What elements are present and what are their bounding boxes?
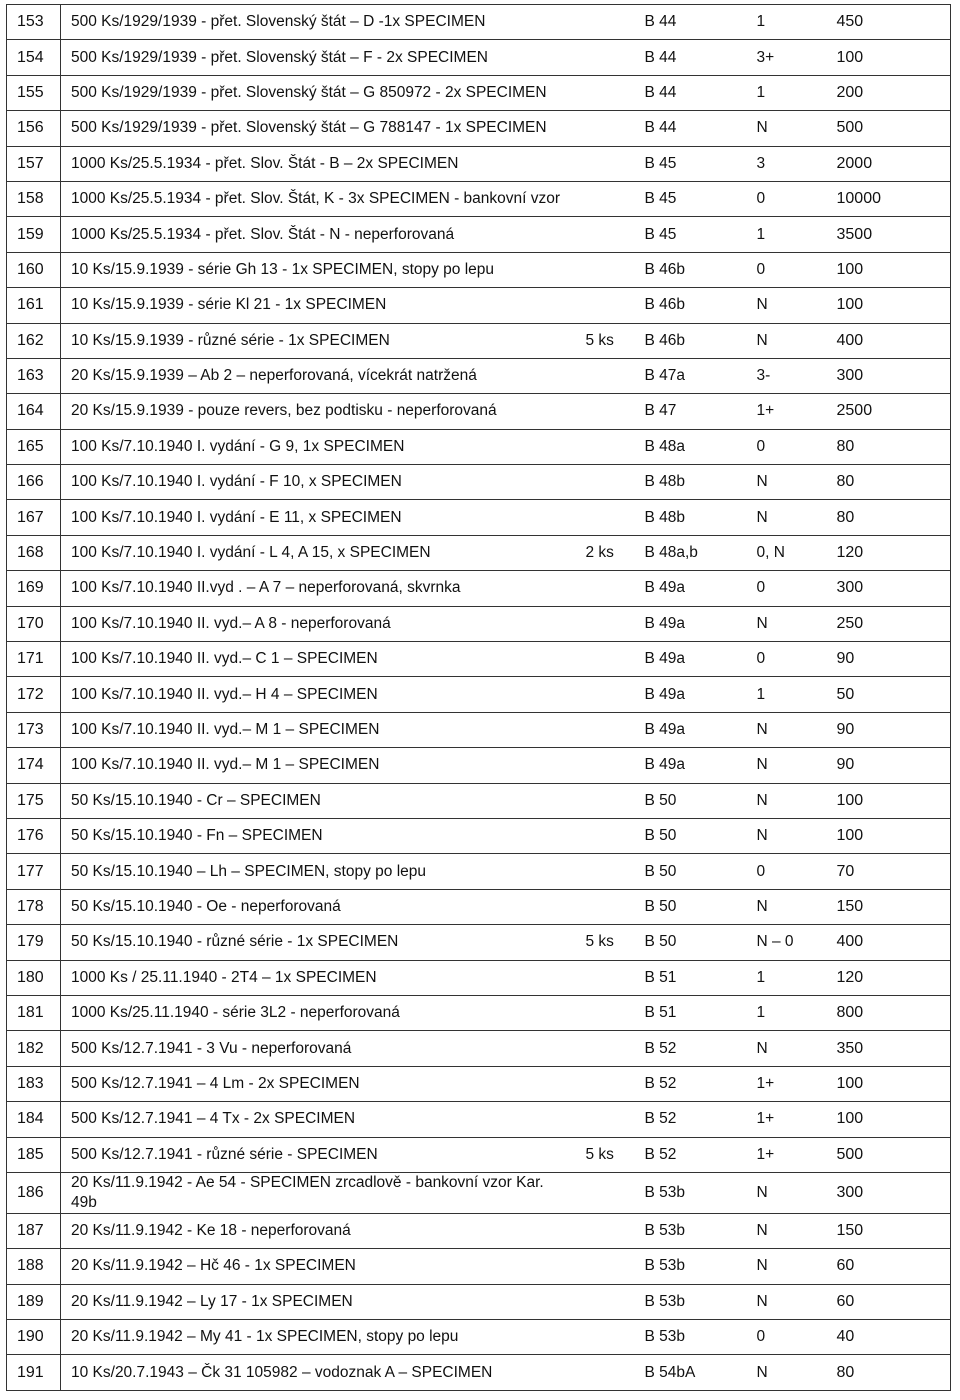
item-grade: N bbox=[743, 1284, 823, 1319]
item-description: 100 Ks/7.10.1940 II. vyd.– A 8 - neperforovaná bbox=[61, 606, 576, 641]
table-row bbox=[7, 1066, 951, 1101]
item-price: 300 bbox=[823, 571, 951, 606]
item-quantity bbox=[576, 1172, 631, 1213]
table-row bbox=[7, 1249, 951, 1284]
item-quantity bbox=[576, 1355, 631, 1390]
catalog-number: B 49a bbox=[631, 571, 743, 606]
item-price: 40 bbox=[823, 1320, 951, 1355]
table-row bbox=[7, 995, 951, 1030]
item-quantity bbox=[576, 960, 631, 995]
table-row bbox=[7, 960, 951, 995]
item-price: 400 bbox=[823, 925, 951, 960]
lot-number: 174 bbox=[7, 748, 61, 783]
item-description: 100 Ks/7.10.1940 II. vyd.– C 1 – SPECIMEN bbox=[61, 642, 576, 677]
catalog-number: B 52 bbox=[631, 1066, 743, 1101]
item-grade: N bbox=[743, 889, 823, 924]
catalog-number: B 48a bbox=[631, 429, 743, 464]
catalog-number: B 46b bbox=[631, 323, 743, 358]
catalog-number: B 44 bbox=[631, 5, 743, 40]
item-description: 20 Ks/11.9.1942 - Ae 54 - SPECIMEN zrcadlově - bankovní vzor Kar. 49b bbox=[61, 1172, 576, 1213]
item-quantity bbox=[576, 818, 631, 853]
catalog-number: B 49a bbox=[631, 712, 743, 747]
lot-number: 159 bbox=[7, 217, 61, 252]
item-price: 100 bbox=[823, 40, 951, 75]
item-description: 500 Ks/1929/1939 - přet. Slovenský štát – F - 2x SPECIMEN bbox=[61, 40, 576, 75]
item-grade: 1+ bbox=[743, 394, 823, 429]
item-description: 1000 Ks/25.5.1934 - přet. Slov. Štát - N - neperforovaná bbox=[61, 217, 576, 252]
catalog-number: B 48b bbox=[631, 500, 743, 535]
catalog-page bbox=[6, 4, 951, 1391]
item-description: 50 Ks/15.10.1940 - Cr – SPECIMEN bbox=[61, 783, 576, 818]
item-price: 300 bbox=[823, 1172, 951, 1213]
item-grade: 1+ bbox=[743, 1066, 823, 1101]
lot-number: 180 bbox=[7, 960, 61, 995]
item-description: 100 Ks/7.10.1940 II. vyd.– M 1 – SPECIMEN bbox=[61, 712, 576, 747]
item-quantity bbox=[576, 111, 631, 146]
item-description: 500 Ks/12.7.1941 - 3 Vu - neperforovaná bbox=[61, 1031, 576, 1066]
catalog-number: B 50 bbox=[631, 854, 743, 889]
item-quantity bbox=[576, 394, 631, 429]
lot-number: 181 bbox=[7, 995, 61, 1030]
item-grade: N bbox=[743, 1213, 823, 1248]
item-price: 100 bbox=[823, 288, 951, 323]
catalog-number: B 45 bbox=[631, 217, 743, 252]
lot-number: 191 bbox=[7, 1355, 61, 1390]
lot-number: 183 bbox=[7, 1066, 61, 1101]
item-description: 20 Ks/11.9.1942 – Ly 17 - 1x SPECIMEN bbox=[61, 1284, 576, 1319]
lot-number: 157 bbox=[7, 146, 61, 181]
lot-number: 160 bbox=[7, 252, 61, 287]
item-grade: N bbox=[743, 783, 823, 818]
catalog-number: B 48a,b bbox=[631, 535, 743, 570]
catalog-number: B 45 bbox=[631, 181, 743, 216]
item-price: 150 bbox=[823, 889, 951, 924]
item-description: 20 Ks/11.9.1942 – My 41 - 1x SPECIMEN, stopy po lepu bbox=[61, 1320, 576, 1355]
item-grade: N bbox=[743, 111, 823, 146]
item-price: 300 bbox=[823, 358, 951, 393]
item-grade: N bbox=[743, 500, 823, 535]
lot-number: 165 bbox=[7, 429, 61, 464]
item-description: 10 Ks/20.7.1943 – Čk 31 105982 – vodoznak A – SPECIMEN bbox=[61, 1355, 576, 1390]
table-row bbox=[7, 642, 951, 677]
item-grade: 1 bbox=[743, 75, 823, 110]
item-grade: 1 bbox=[743, 960, 823, 995]
item-quantity bbox=[576, 1249, 631, 1284]
item-price: 120 bbox=[823, 535, 951, 570]
item-grade: N bbox=[743, 712, 823, 747]
item-description: 20 Ks/15.9.1939 - pouze revers, bez podtisku - neperforovaná bbox=[61, 394, 576, 429]
table-row bbox=[7, 1320, 951, 1355]
item-description: 100 Ks/7.10.1940 II. vyd.– H 4 – SPECIMEN bbox=[61, 677, 576, 712]
table-row bbox=[7, 889, 951, 924]
lot-number: 187 bbox=[7, 1213, 61, 1248]
item-description: 500 Ks/12.7.1941 – 4 Tx - 2x SPECIMEN bbox=[61, 1102, 576, 1137]
item-price: 70 bbox=[823, 854, 951, 889]
item-quantity bbox=[576, 429, 631, 464]
catalog-number: B 44 bbox=[631, 75, 743, 110]
item-grade: 1+ bbox=[743, 1102, 823, 1137]
catalog-number: B 46b bbox=[631, 288, 743, 323]
catalog-number: B 53b bbox=[631, 1284, 743, 1319]
table-row bbox=[7, 217, 951, 252]
table-row bbox=[7, 1102, 951, 1137]
lot-number: 189 bbox=[7, 1284, 61, 1319]
catalog-number: B 51 bbox=[631, 960, 743, 995]
lot-number: 153 bbox=[7, 5, 61, 40]
lot-number: 173 bbox=[7, 712, 61, 747]
lot-number: 164 bbox=[7, 394, 61, 429]
item-quantity bbox=[576, 995, 631, 1030]
item-quantity bbox=[576, 217, 631, 252]
item-grade: 0 bbox=[743, 854, 823, 889]
item-description: 100 Ks/7.10.1940 I. vydání - L 4, A 15, x SPECIMEN bbox=[61, 535, 576, 570]
lot-number: 154 bbox=[7, 40, 61, 75]
catalog-number: B 47 bbox=[631, 394, 743, 429]
item-grade: N bbox=[743, 1355, 823, 1390]
item-price: 800 bbox=[823, 995, 951, 1030]
item-price: 90 bbox=[823, 642, 951, 677]
lot-number: 176 bbox=[7, 818, 61, 853]
item-price: 90 bbox=[823, 748, 951, 783]
item-description: 20 Ks/11.9.1942 – Hč 46 - 1x SPECIMEN bbox=[61, 1249, 576, 1284]
item-description: 10 Ks/15.9.1939 - různé série - 1x SPECIMEN bbox=[61, 323, 576, 358]
lot-number: 175 bbox=[7, 783, 61, 818]
lot-number: 184 bbox=[7, 1102, 61, 1137]
item-price: 120 bbox=[823, 960, 951, 995]
item-grade: 0, N bbox=[743, 535, 823, 570]
item-price: 60 bbox=[823, 1284, 951, 1319]
item-quantity bbox=[576, 1213, 631, 1248]
table-row bbox=[7, 748, 951, 783]
item-price: 350 bbox=[823, 1031, 951, 1066]
table-row bbox=[7, 783, 951, 818]
item-price: 100 bbox=[823, 818, 951, 853]
item-description: 1000 Ks/25.5.1934 - přet. Slov. Štát - B – 2x SPECIMEN bbox=[61, 146, 576, 181]
item-quantity bbox=[576, 75, 631, 110]
item-price: 80 bbox=[823, 500, 951, 535]
lot-number: 156 bbox=[7, 111, 61, 146]
item-price: 60 bbox=[823, 1249, 951, 1284]
item-quantity: 5 ks bbox=[576, 925, 631, 960]
table-row bbox=[7, 1137, 951, 1172]
item-description: 500 Ks/12.7.1941 - různé série - SPECIMEN bbox=[61, 1137, 576, 1172]
lot-number: 167 bbox=[7, 500, 61, 535]
catalog-number: B 50 bbox=[631, 818, 743, 853]
item-description: 1000 Ks/25.5.1934 - přet. Slov. Štát, K - 3x SPECIMEN - bankovní vzor bbox=[61, 181, 576, 216]
table-row bbox=[7, 818, 951, 853]
item-grade: N bbox=[743, 288, 823, 323]
item-description: 20 Ks/15.9.1939 – Ab 2 – neperforovaná, vícekrát natržená bbox=[61, 358, 576, 393]
item-quantity bbox=[576, 181, 631, 216]
item-price: 150 bbox=[823, 1213, 951, 1248]
catalog-number: B 52 bbox=[631, 1102, 743, 1137]
item-description: 50 Ks/15.10.1940 - Oe - neperforovaná bbox=[61, 889, 576, 924]
item-quantity bbox=[576, 1102, 631, 1137]
item-quantity bbox=[576, 642, 631, 677]
table-row bbox=[7, 1284, 951, 1319]
item-quantity bbox=[576, 500, 631, 535]
lot-number: 178 bbox=[7, 889, 61, 924]
item-quantity bbox=[576, 1284, 631, 1319]
item-description: 100 Ks/7.10.1940 I. vydání - E 11, x SPECIMEN bbox=[61, 500, 576, 535]
item-grade: 1 bbox=[743, 5, 823, 40]
item-price: 90 bbox=[823, 712, 951, 747]
item-grade: 1+ bbox=[743, 1137, 823, 1172]
lot-number: 170 bbox=[7, 606, 61, 641]
table-row bbox=[7, 1213, 951, 1248]
item-description: 500 Ks/1929/1939 - přet. Slovenský štát – G 850972 - 2x SPECIMEN bbox=[61, 75, 576, 110]
catalog-number: B 49a bbox=[631, 642, 743, 677]
item-grade: 0 bbox=[743, 429, 823, 464]
item-price: 50 bbox=[823, 677, 951, 712]
item-quantity bbox=[576, 146, 631, 181]
item-description: 500 Ks/12.7.1941 – 4 Lm - 2x SPECIMEN bbox=[61, 1066, 576, 1101]
catalog-number: B 52 bbox=[631, 1137, 743, 1172]
lot-number: 190 bbox=[7, 1320, 61, 1355]
item-grade: 0 bbox=[743, 571, 823, 606]
item-description: 1000 Ks / 25.11.1940 - 2T4 – 1x SPECIMEN bbox=[61, 960, 576, 995]
table-row bbox=[7, 75, 951, 110]
table-row bbox=[7, 1031, 951, 1066]
lot-number: 177 bbox=[7, 854, 61, 889]
catalog-number: B 50 bbox=[631, 783, 743, 818]
catalog-number: B 50 bbox=[631, 925, 743, 960]
item-description: 20 Ks/11.9.1942 - Ke 18 - neperforovaná bbox=[61, 1213, 576, 1248]
item-quantity: 5 ks bbox=[576, 1137, 631, 1172]
table-row bbox=[7, 146, 951, 181]
item-price: 80 bbox=[823, 429, 951, 464]
catalog-number: B 49a bbox=[631, 606, 743, 641]
item-grade: 3 bbox=[743, 146, 823, 181]
table-row bbox=[7, 40, 951, 75]
item-grade: 0 bbox=[743, 181, 823, 216]
item-grade: 3- bbox=[743, 358, 823, 393]
item-price: 450 bbox=[823, 5, 951, 40]
item-description: 10 Ks/15.9.1939 - série Kl 21 - 1x SPECIMEN bbox=[61, 288, 576, 323]
table-row bbox=[7, 111, 951, 146]
table-row bbox=[7, 535, 951, 570]
item-description: 500 Ks/1929/1939 - přet. Slovenský štát – D -1x SPECIMEN bbox=[61, 5, 576, 40]
catalog-rows bbox=[7, 5, 951, 1391]
catalog-number: B 51 bbox=[631, 995, 743, 1030]
table-row bbox=[7, 323, 951, 358]
lot-number: 171 bbox=[7, 642, 61, 677]
catalog-number: B 46b bbox=[631, 252, 743, 287]
item-quantity bbox=[576, 1320, 631, 1355]
item-quantity bbox=[576, 1066, 631, 1101]
table-row bbox=[7, 181, 951, 216]
lot-number: 163 bbox=[7, 358, 61, 393]
catalog-number: B 49a bbox=[631, 677, 743, 712]
item-grade: 0 bbox=[743, 642, 823, 677]
table-row bbox=[7, 606, 951, 641]
catalog-number: B 53b bbox=[631, 1249, 743, 1284]
item-quantity bbox=[576, 783, 631, 818]
table-row bbox=[7, 677, 951, 712]
item-quantity: 2 ks bbox=[576, 535, 631, 570]
item-quantity bbox=[576, 5, 631, 40]
catalog-number: B 50 bbox=[631, 889, 743, 924]
catalog-number: B 48b bbox=[631, 465, 743, 500]
item-description: 50 Ks/15.10.1940 – Lh – SPECIMEN, stopy po lepu bbox=[61, 854, 576, 889]
item-grade: N bbox=[743, 1031, 823, 1066]
table-row bbox=[7, 5, 951, 40]
item-price: 250 bbox=[823, 606, 951, 641]
item-grade: N bbox=[743, 748, 823, 783]
item-description: 100 Ks/7.10.1940 I. vydání - G 9, 1x SPECIMEN bbox=[61, 429, 576, 464]
catalog-number: B 44 bbox=[631, 111, 743, 146]
item-grade: N bbox=[743, 323, 823, 358]
item-quantity bbox=[576, 252, 631, 287]
item-grade: 1 bbox=[743, 677, 823, 712]
table-row bbox=[7, 394, 951, 429]
lot-number: 179 bbox=[7, 925, 61, 960]
item-quantity bbox=[576, 465, 631, 500]
catalog-number: B 53b bbox=[631, 1320, 743, 1355]
lot-number: 162 bbox=[7, 323, 61, 358]
item-description: 100 Ks/7.10.1940 II. vyd.– M 1 – SPECIMEN bbox=[61, 748, 576, 783]
item-price: 80 bbox=[823, 1355, 951, 1390]
item-grade: N bbox=[743, 1249, 823, 1284]
item-grade: 1 bbox=[743, 995, 823, 1030]
item-price: 500 bbox=[823, 111, 951, 146]
item-quantity bbox=[576, 288, 631, 323]
table-row bbox=[7, 1355, 951, 1390]
table-row bbox=[7, 854, 951, 889]
item-quantity: 5 ks bbox=[576, 323, 631, 358]
item-description: 500 Ks/1929/1939 - přet. Slovenský štát – G 788147 - 1x SPECIMEN bbox=[61, 111, 576, 146]
item-price: 80 bbox=[823, 465, 951, 500]
item-quantity bbox=[576, 606, 631, 641]
table-row bbox=[7, 571, 951, 606]
item-description: 50 Ks/15.10.1940 - Fn – SPECIMEN bbox=[61, 818, 576, 853]
catalog-number: B 47a bbox=[631, 358, 743, 393]
item-description: 100 Ks/7.10.1940 II.vyd . – A 7 – neperforovaná, skvrnka bbox=[61, 571, 576, 606]
item-quantity bbox=[576, 712, 631, 747]
item-price: 500 bbox=[823, 1137, 951, 1172]
item-grade: N bbox=[743, 606, 823, 641]
item-grade: 0 bbox=[743, 252, 823, 287]
item-grade: 1 bbox=[743, 217, 823, 252]
item-price: 10000 bbox=[823, 181, 951, 216]
item-quantity bbox=[576, 1031, 631, 1066]
catalog-number: B 45 bbox=[631, 146, 743, 181]
item-price: 100 bbox=[823, 1102, 951, 1137]
item-quantity bbox=[576, 854, 631, 889]
catalog-number: B 54bA bbox=[631, 1355, 743, 1390]
item-grade: N bbox=[743, 1172, 823, 1213]
table-row bbox=[7, 288, 951, 323]
table-row bbox=[7, 358, 951, 393]
table-row bbox=[7, 1172, 951, 1213]
item-grade: N bbox=[743, 465, 823, 500]
item-description: 100 Ks/7.10.1940 I. vydání - F 10, x SPECIMEN bbox=[61, 465, 576, 500]
item-grade: 3+ bbox=[743, 40, 823, 75]
catalog-number: B 53b bbox=[631, 1172, 743, 1213]
lot-number: 158 bbox=[7, 181, 61, 216]
lot-number: 155 bbox=[7, 75, 61, 110]
catalog-number: B 53b bbox=[631, 1213, 743, 1248]
item-price: 100 bbox=[823, 1066, 951, 1101]
item-quantity bbox=[576, 889, 631, 924]
item-price: 400 bbox=[823, 323, 951, 358]
item-description: 50 Ks/15.10.1940 - různé série - 1x SPECIMEN bbox=[61, 925, 576, 960]
item-price: 2500 bbox=[823, 394, 951, 429]
table-row bbox=[7, 500, 951, 535]
banknote-catalog-table bbox=[6, 4, 951, 1391]
lot-number: 188 bbox=[7, 1249, 61, 1284]
catalog-number: B 49a bbox=[631, 748, 743, 783]
lot-number: 166 bbox=[7, 465, 61, 500]
table-row bbox=[7, 252, 951, 287]
lot-number: 182 bbox=[7, 1031, 61, 1066]
item-quantity bbox=[576, 358, 631, 393]
item-price: 2000 bbox=[823, 146, 951, 181]
item-grade: N – 0 bbox=[743, 925, 823, 960]
item-price: 3500 bbox=[823, 217, 951, 252]
table-row bbox=[7, 465, 951, 500]
lot-number: 169 bbox=[7, 571, 61, 606]
item-grade: 0 bbox=[743, 1320, 823, 1355]
table-row bbox=[7, 925, 951, 960]
item-description: 1000 Ks/25.11.1940 - série 3L2 - neperforovaná bbox=[61, 995, 576, 1030]
lot-number: 172 bbox=[7, 677, 61, 712]
item-description: 10 Ks/15.9.1939 - série Gh 13 - 1x SPECIMEN, stopy po lepu bbox=[61, 252, 576, 287]
item-quantity bbox=[576, 571, 631, 606]
table-row bbox=[7, 712, 951, 747]
lot-number: 186 bbox=[7, 1172, 61, 1213]
item-quantity bbox=[576, 40, 631, 75]
item-price: 100 bbox=[823, 783, 951, 818]
catalog-number: B 44 bbox=[631, 40, 743, 75]
item-quantity bbox=[576, 748, 631, 783]
item-price: 100 bbox=[823, 252, 951, 287]
lot-number: 168 bbox=[7, 535, 61, 570]
item-grade: N bbox=[743, 818, 823, 853]
catalog-number: B 52 bbox=[631, 1031, 743, 1066]
table-row bbox=[7, 429, 951, 464]
item-price: 200 bbox=[823, 75, 951, 110]
lot-number: 161 bbox=[7, 288, 61, 323]
item-quantity bbox=[576, 677, 631, 712]
lot-number: 185 bbox=[7, 1137, 61, 1172]
